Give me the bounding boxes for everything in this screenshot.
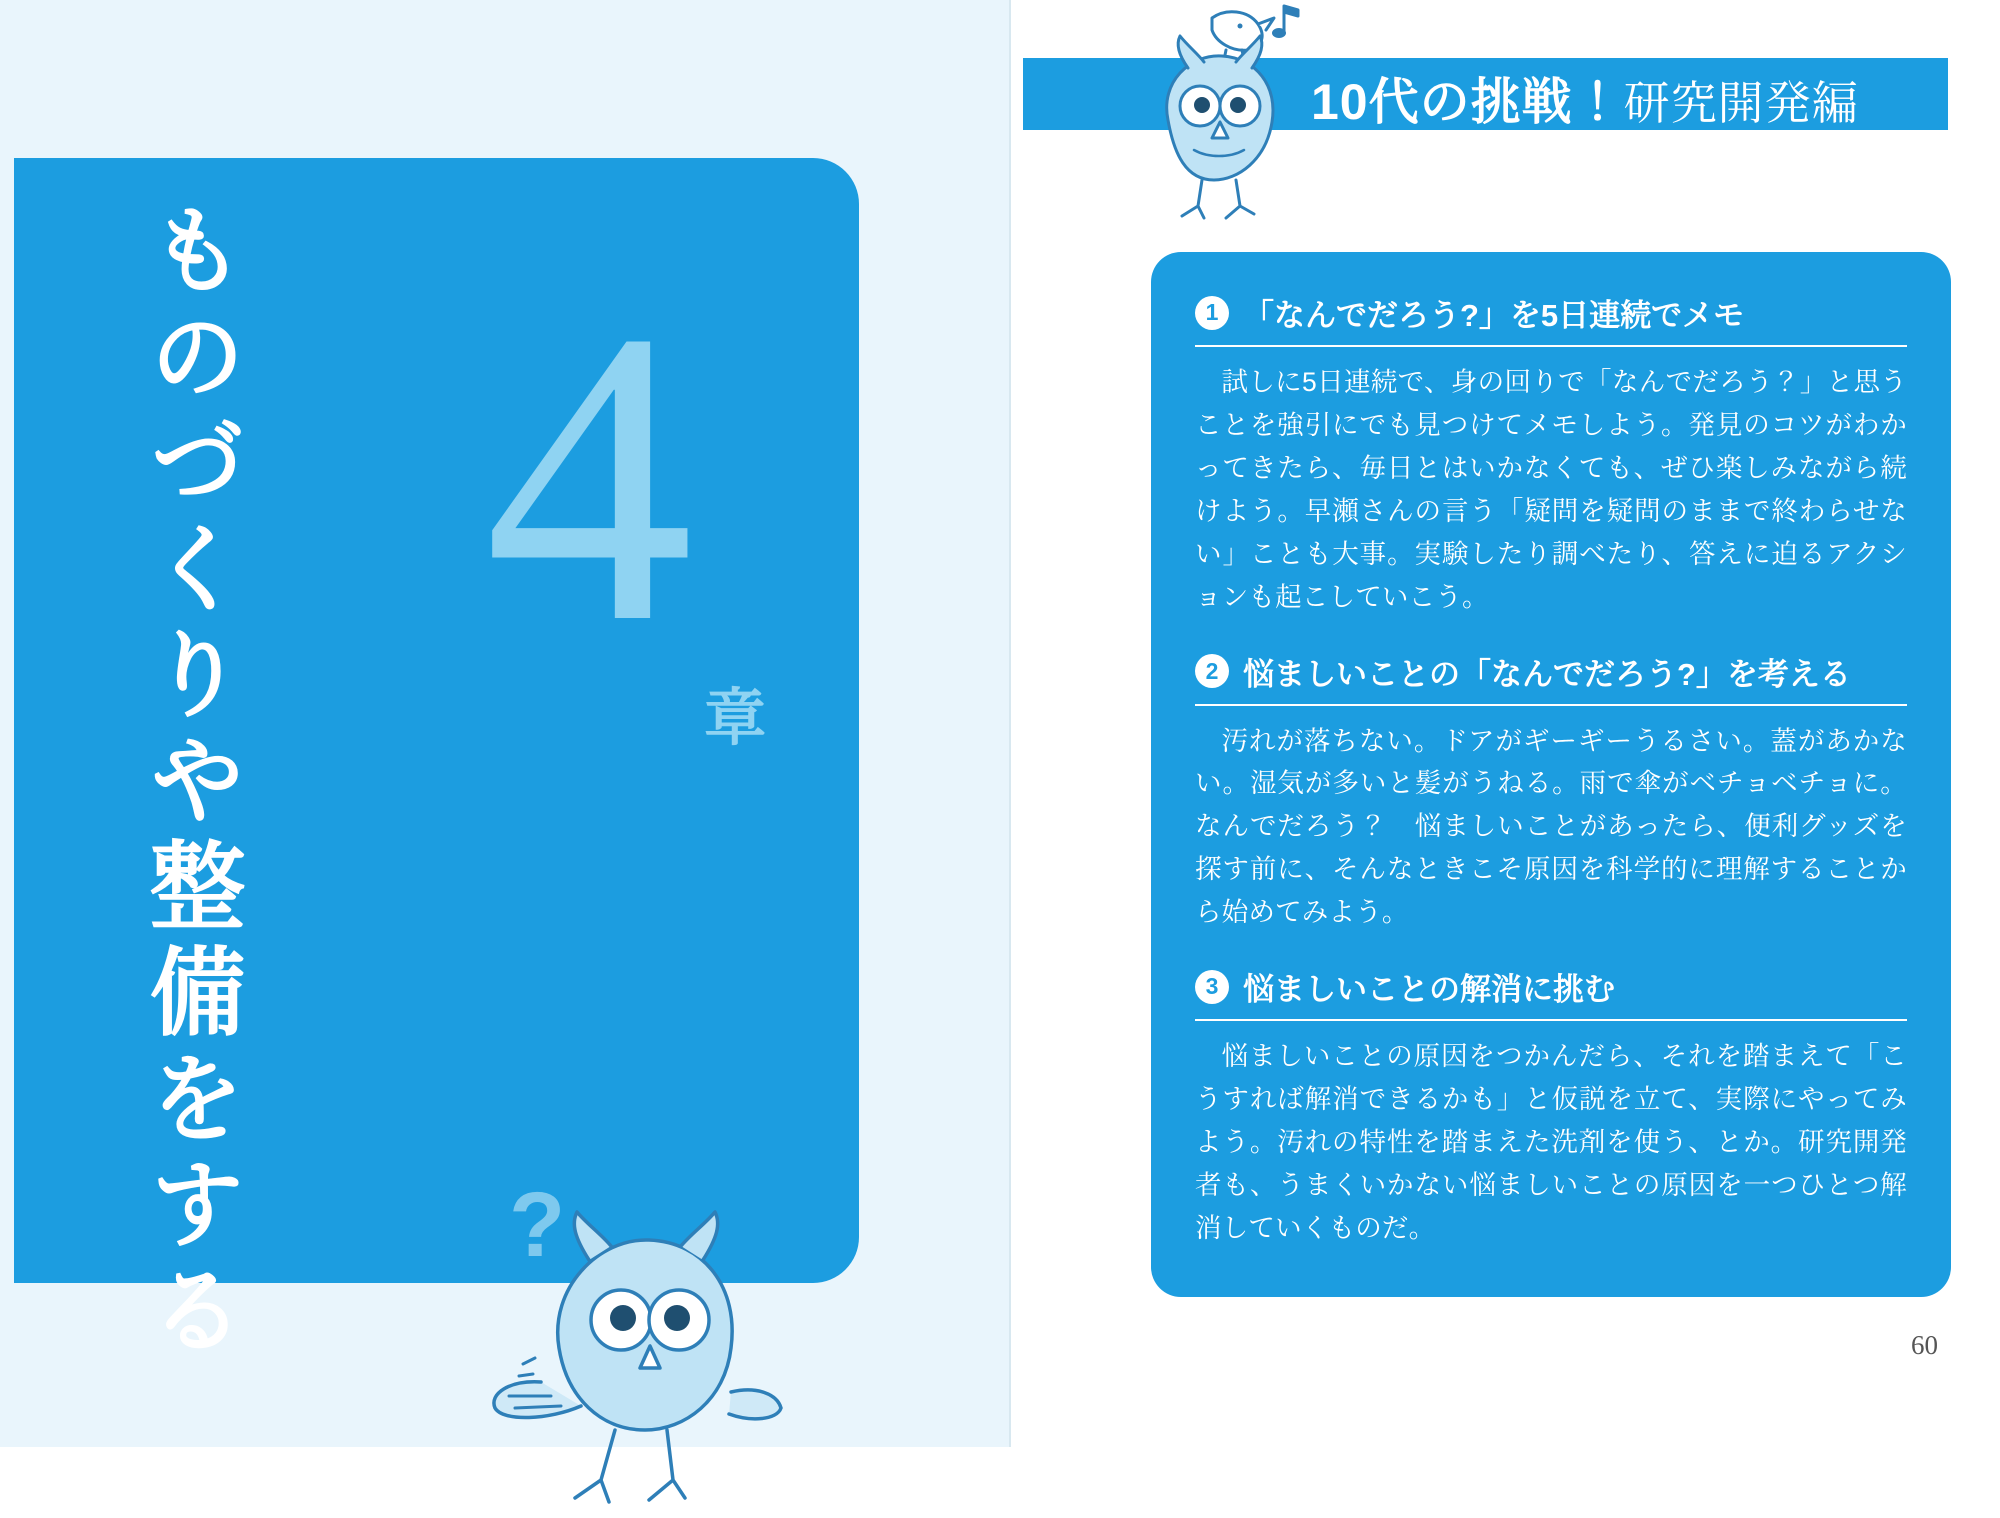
chapter-title: ものづくりや整備をする: [136, 200, 243, 1366]
tips-card: [1151, 252, 1951, 1297]
tip-item-3-badge: 3: [1195, 970, 1229, 1004]
tip-item-2: [1195, 649, 1907, 935]
tip-item-2-head: [1195, 649, 1907, 706]
chapter-number-suffix: 章: [704, 684, 767, 753]
tip-item-1-body: 試しに5日連続で、身の回りで「なんでだろう？」と思うことを強引にでも見つけてメモしよう。発見のコツがわかってきたら、毎日とはいかなくても、ぜひ楽しみながら続けよう。早瀬さんの言う「疑問を疑問のままで終わらせない」ことも大事。実験したり調べたり、答えに迫るアクションも起こしていこう。: [1195, 367, 1907, 612]
header-title-sub: 研究開発編: [1623, 77, 1859, 129]
tip-item-2-title: 悩ましいことの「なんでだろう?」を考える: [1243, 656, 1851, 692]
header-title-main: 10代の挑戦！: [1311, 74, 1624, 130]
tip-item-3-title: 悩ましいことの解消に挑む: [1243, 972, 1615, 1008]
header-title: [1311, 62, 1859, 134]
tip-item-1-title: 「なんでだろう?」を5日連続でメモ: [1243, 298, 1745, 333]
question-mark: ?: [509, 1174, 566, 1276]
owl-icon: [489, 1168, 789, 1518]
page-number: 60: [1911, 1330, 1938, 1360]
tip-item-2-badge: 2: [1195, 654, 1229, 688]
tip-item-3: [1195, 964, 1907, 1250]
tip-item-1-badge: 1: [1195, 296, 1229, 330]
tip-item-3-body: 悩ましいことの原因をつかんだら、それを踏まえて「こうすれば解消できるかも」と仮説を立て、実際にやってみよう。汚れの特性を踏まえた洗剤を使う、とか。研究開発者も、うまくいかない悩ましいことの原因を一つひとつ解消していくものだ。: [1195, 1041, 1907, 1243]
tip-item-2-body: 汚れが落ちない。ドアがギーギーうるさい。蓋があかない。湿気が多いと髪がうねる。雨で傘がベチョベチョに。なんでだろう？ 悩ましいことがあったら、便利グッズを探す前に、そんなときこそ原因を科学的に理解することから始めてみよう。: [1195, 725, 1907, 928]
tip-item-3-head: [1195, 964, 1907, 1021]
chapter-panel: [14, 158, 859, 1366]
tip-item-1-head: [1195, 290, 1907, 347]
left-page: [0, 0, 1010, 1447]
tip-item-1: [1195, 290, 1907, 619]
owl-with-bird-icon: [1116, 2, 1316, 222]
right-page: [1011, 0, 2000, 1447]
chapter-number: 4: [484, 244, 688, 709]
